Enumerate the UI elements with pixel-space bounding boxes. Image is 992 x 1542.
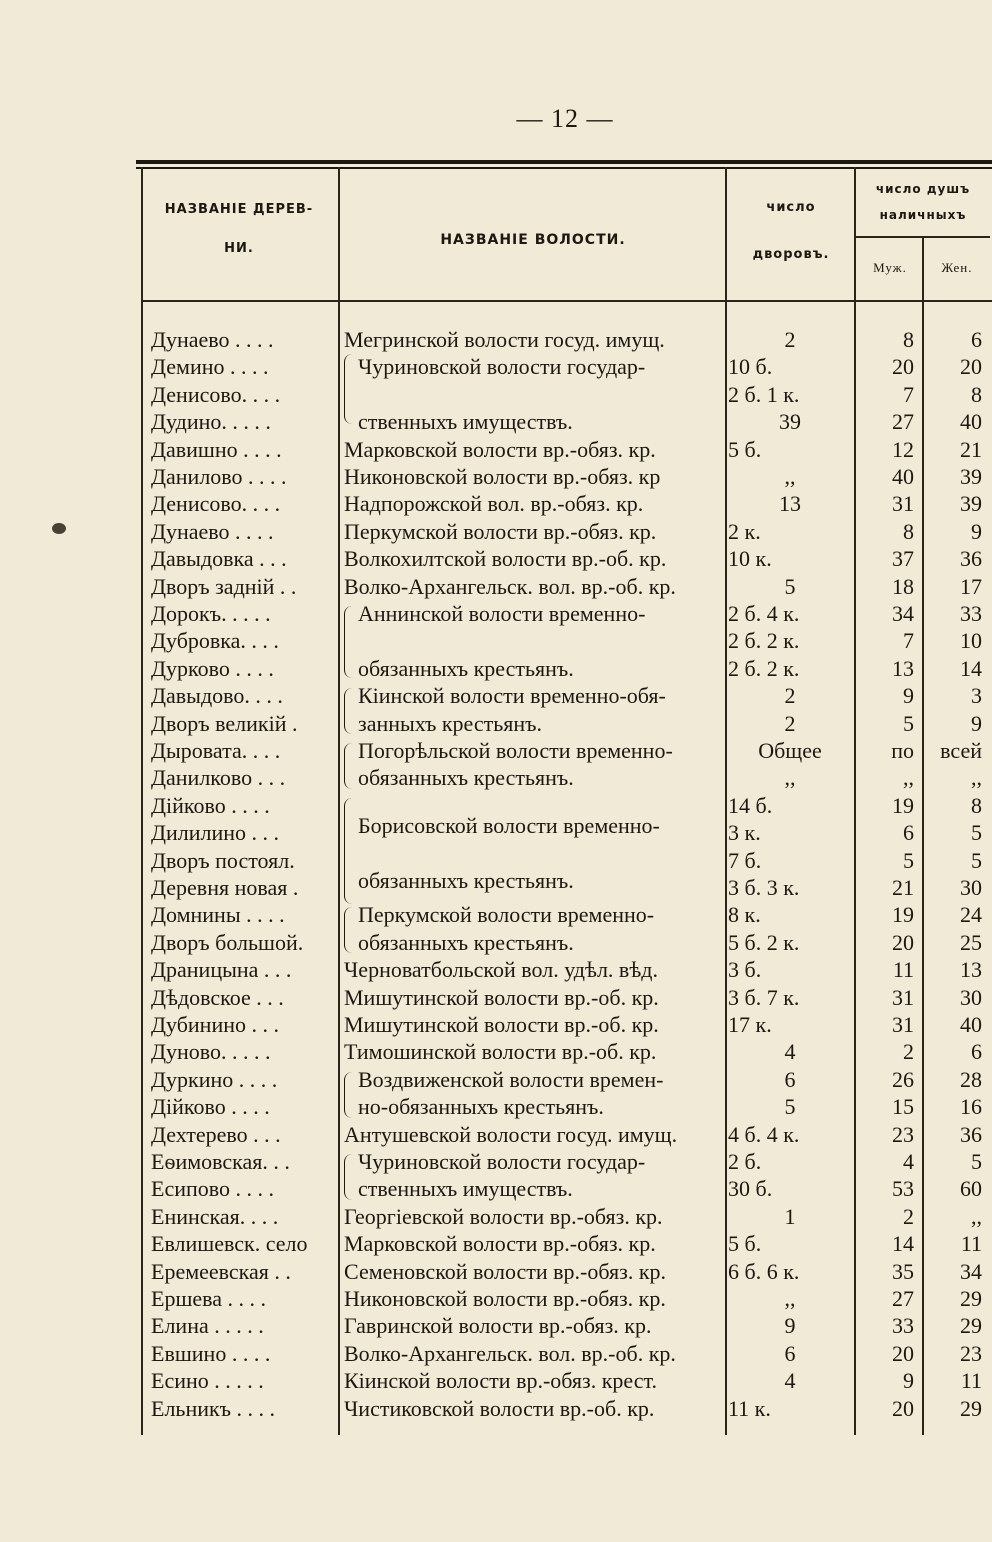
table-row [0,1230,992,1257]
male-count: 33 [892,1313,914,1339]
table-row [0,1066,992,1093]
village-name: Дворъ постоял. [151,847,295,873]
header-bottom-rule [141,300,992,302]
volost-name: Никоновской волости вр.-обяз. кр [344,464,661,489]
male-count: 20 [892,354,914,380]
volost-name: Антушевской волости госуд. имущ. [344,1121,678,1147]
table-row [0,710,992,737]
volost-name: Аннинской волости временно- [358,601,646,626]
male-count: 19 [892,902,914,928]
female-count: ,, [971,1203,982,1229]
table-row [0,353,992,380]
female-count: 14 [960,655,982,681]
male-count: 34 [892,601,914,626]
volost-name: Марковской волости вр.-обяз. кр. [344,1231,656,1257]
female-count: 10 [960,628,982,654]
male-count: 5 [903,847,914,873]
village-name: Есино . . . . . [151,1368,264,1394]
table-row [0,1395,992,1422]
yards-count: 30 б. [728,1176,773,1202]
male-count: 4 [903,1149,914,1174]
volost-name: Мишутинской волости вр.-об. кр. [344,1012,659,1037]
top-rule-thin [136,167,992,169]
volost-name: обязанныхъ крестьянъ. [358,765,574,791]
yards-count: 5 б. [728,436,762,462]
female-count: 9 [971,710,982,736]
female-count: 3 [971,683,982,709]
table-row [0,545,992,572]
table-row [0,1340,992,1367]
village-name: Дурково . . . . [151,655,274,681]
village-name: Денисово. . . . [151,491,281,517]
village-name: Дудино. . . . . [151,409,271,435]
volost-name: Мишутинской волости вр.-об. кр. [344,984,659,1010]
yards-count: ,, [784,464,796,489]
male-count: 19 [892,792,914,818]
village-name: Дворъ большой. [151,929,304,955]
male-count: 14 [892,1231,914,1257]
female-count: 5 [971,1149,982,1174]
yards-count: 1 [784,1203,796,1229]
volost-name: Волко-Архангельск. вол. вр.-об. кр. [344,573,676,599]
female-count: 13 [960,957,982,983]
yards-count: 7 б. [728,847,762,873]
table-row [0,682,992,709]
yards-count: ,, [784,765,796,791]
volost-name: Надпорожской вол. вр.-обяз. кр. [344,491,644,517]
yards-count: 8 к. [728,902,761,928]
table-row [0,326,992,353]
village-name: Ершева . . . . [151,1286,267,1311]
female-count: 30 [960,875,982,900]
volost-borisov-line1: Борисовской волости временно- [358,813,660,838]
village-name: Дубинино . . . [151,1012,280,1037]
yards-count: 4 [784,1039,796,1065]
female-count: 16 [960,1094,982,1120]
volost-name: Воздвиженской волости времен- [358,1066,664,1092]
yards-count: 17 к. [728,1012,772,1037]
female-count: 25 [960,929,982,955]
village-name: Данилово . . . . [151,464,287,489]
male-count: 35 [892,1258,914,1284]
female-count: 8 [971,381,982,407]
yards-count: 11 к. [728,1395,771,1421]
male-count: 11 [892,957,914,983]
male-count: 8 [903,327,914,352]
male-count: 27 [892,1286,914,1311]
village-name: Дилилино . . . [151,820,280,846]
female-count: 36 [960,546,982,572]
yards-count: 3 к. [728,820,761,846]
page-number: — 12 — [516,104,614,133]
female-count: 34 [960,1258,982,1284]
volost-name: обязанныхъ крестьянъ. [358,655,574,681]
yards-count: 9 [784,1313,796,1339]
volost-name: обязанныхъ крестьянъ. [358,929,574,955]
yards-count: 2 к. [728,518,761,544]
female-count: ,, [971,765,982,791]
female-count: 30 [960,984,982,1010]
female-count: всей [940,738,982,763]
male-count: 12 [892,436,914,462]
village-name: Енинская. . . . [151,1203,279,1229]
female-count: 6 [971,327,982,352]
volost-name: Волко-Архангельск. вол. вр.-об. кр. [344,1340,676,1366]
village-name: Еремеевская . . [151,1258,291,1284]
table-row [0,737,992,764]
male-count: 9 [903,683,914,709]
female-count: 39 [960,464,982,489]
yards-count: 6 б. 6 к. [728,1258,800,1284]
female-count: 9 [971,518,982,544]
female-count: 60 [960,1176,982,1202]
male-count: 40 [892,464,914,489]
volost-name: ственныхъ имуществъ. [358,409,573,435]
table-row [0,463,992,490]
male-count: 23 [892,1121,914,1147]
village-name: Дiйково . . . . [151,792,270,818]
male-count: 31 [892,491,914,517]
volost-name: ственныхъ имуществъ. [358,1176,573,1202]
male-count: 31 [892,984,914,1010]
table-row [0,1285,992,1312]
male-count: 20 [892,1395,914,1421]
female-count: 39 [960,491,982,517]
village-name: Дорокъ. . . . . [151,601,271,626]
yards-count: ,, [784,1286,796,1311]
yards-count: 2 б. 2 к. [728,655,800,681]
female-count: 5 [971,820,982,846]
male-count: по [891,738,914,763]
volost-name: Волкохилтской волости вр.-об. кр. [344,546,667,572]
village-name: Дворъ великiй . [151,710,298,736]
table-row [0,573,992,600]
yards-count: 39 [779,409,801,435]
table-row [0,436,992,463]
table-row [0,381,992,408]
village-name: Дунаево . . . . [151,518,274,544]
yards-count: 2 б. 2 к. [728,628,800,654]
male-count: 6 [903,820,914,846]
table-row [0,1203,992,1230]
yards-count: 2 [784,327,796,352]
male-count: 2 [903,1203,914,1229]
village-name: Дыровата. . . . [151,738,281,763]
yards-count: 13 [779,491,801,517]
female-count: 33 [960,601,982,626]
volost-borisov-line2: обязанныхъ крестьянъ. [358,868,574,893]
female-count: 29 [960,1286,982,1311]
volost-name: Никоновской волости вр.-обяз. кр. [344,1286,666,1311]
header-souls: число душъ наличныхъ [875,182,971,222]
male-count: 20 [892,929,914,955]
yards-count: 6 [784,1340,796,1366]
yards-count: 10 к. [728,546,772,572]
yards-count: 2 б. 1 к. [728,381,800,407]
village-name: Давыдово. . . . [151,683,283,709]
volost-name: Марковской волости вр.-обяз. кр. [344,436,656,462]
table-row [0,1011,992,1038]
table-row [0,929,992,956]
village-name: Дубровка. . . . [151,628,279,654]
village-name: Давыдовка . . . [151,546,287,572]
female-count: 40 [960,1012,982,1037]
volost-name: Перкумской волости временно- [358,902,655,928]
female-count: 40 [960,409,982,435]
village-name: Дуркино . . . . [151,1066,278,1092]
yards-count: 2 [784,710,796,736]
table-row [0,1312,992,1339]
male-count: 31 [892,1012,914,1037]
village-name: Евшино . . . . [151,1340,271,1366]
male-count: 20 [892,1340,914,1366]
volost-name: Погорѣльской волости временно- [358,738,673,763]
yards-count: 5 б. [728,1231,762,1257]
volost-name: Кiинской волости вр.-обяз. крест. [344,1368,657,1394]
female-count: 23 [960,1340,982,1366]
village-name: Дуново. . . . . [151,1039,271,1065]
table-row [0,518,992,545]
female-count: 8 [971,792,982,818]
village-name: Данилково . . . [151,765,286,791]
table-row [0,984,992,1011]
table-row [0,600,992,627]
female-count: 29 [960,1395,982,1421]
village-name: Домнины . . . . [151,902,285,928]
female-count: 11 [960,1368,982,1394]
header-male: Муж. [873,260,907,275]
table-row [0,627,992,654]
header-female: Жен. [941,260,973,275]
volost-name: занныхъ крестьянъ. [358,710,543,736]
table-row [0,1367,992,1394]
volost-name: Чуриновской волости государ- [358,1149,646,1174]
male-count: ,, [903,765,914,791]
volost-name: но-обязанныхъ крестьянъ. [358,1094,604,1120]
village-name: Евлишевск. село [151,1231,308,1257]
village-name: Дунаево . . . . [151,327,274,352]
village-name: Елина . . . . . [151,1313,264,1339]
volost-name: Черноватбольской вол. удѣл. вѣд. [344,957,658,983]
village-name: Дѣдовское . . . [151,984,284,1010]
volost-name: Кiинской волости временно-обя- [358,683,666,709]
volost-name: Перкумской волости вр.-обяз. кр. [344,518,657,544]
yards-count: Общее [758,738,822,763]
volost-name: Георгiевской волости вр.-обяз. кр. [344,1203,663,1229]
table-row [0,655,992,682]
yards-count: 2 б. [728,1149,762,1174]
village-name: Дворъ заднiй . . [151,573,297,599]
male-count: 7 [903,381,914,407]
souls-subheader-rule [856,236,990,238]
village-name: Денисово. . . . [151,381,281,407]
male-count: 13 [892,655,914,681]
male-count: 26 [892,1066,914,1092]
male-count: 9 [903,1368,914,1394]
male-count: 7 [903,628,914,654]
yards-count: 3 б. [728,957,762,983]
top-rule-thick [136,160,992,164]
village-name: Еѳимовская. . . [151,1149,290,1174]
volost-name: Чуриновской волости государ- [358,354,646,380]
village-name: Есипово . . . . [151,1176,274,1202]
female-count: 5 [971,847,982,873]
village-name: Драницына . . . [151,957,292,983]
table-row [0,1038,992,1065]
village-name: Демино . . . . [151,354,269,380]
male-count: 5 [903,710,914,736]
female-count: 11 [960,1231,982,1257]
female-count: 21 [960,436,982,462]
table-row [0,956,992,983]
yards-count: 2 [784,683,796,709]
female-count: 6 [971,1039,982,1065]
header-volost: НАЗВАНIЕ ВОЛОСТИ. [440,232,626,248]
yards-count: 6 [784,1066,796,1092]
village-name: Деревня новая . [151,875,299,900]
table-row [0,1148,992,1175]
male-count: 8 [903,518,914,544]
header-village: НАЗВАНIЕ ДЕРЕВ- НИ. [164,202,314,256]
village-name: Дехтерево . . . [151,1121,281,1147]
yards-count: 2 б. 4 к. [728,601,800,626]
table-row [0,1258,992,1285]
male-count: 21 [892,875,914,900]
female-count: 28 [960,1066,982,1092]
volost-name: Гавринской волости вр.-обяз. кр. [344,1313,652,1339]
female-count: 17 [960,573,982,599]
village-name: Давишно . . . . [151,436,282,462]
male-count: 2 [903,1039,914,1065]
yards-count: 5 [784,573,796,599]
female-count: 36 [960,1121,982,1147]
yards-count: 10 б. [728,354,773,380]
table-row [0,490,992,517]
volost-name: Мегринской волости госуд. имущ. [344,327,665,352]
volost-name: Чистиковской волости вр.-об. кр. [344,1395,655,1421]
yards-count: 4 [784,1368,796,1394]
volost-name: Семеновской волости вр.-обяз. кр. [344,1258,667,1284]
yards-count: 14 б. [728,792,773,818]
table-row [0,1175,992,1202]
female-count: 20 [960,354,982,380]
yards-count: 5 б. 2 к. [728,929,800,955]
table-row [0,1093,992,1120]
header-yards: число дворовъ. [752,200,830,262]
yards-count: 4 б. 4 к. [728,1121,800,1147]
yards-count: 5 [784,1094,796,1120]
table-row [0,408,992,435]
table-row [0,764,992,791]
village-name: Ельникъ . . . . [151,1395,276,1421]
female-count: 24 [960,902,982,928]
female-count: 29 [960,1313,982,1339]
yards-count: 3 б. 7 к. [728,984,800,1010]
male-count: 27 [892,409,914,435]
table-row [0,1121,992,1148]
table-row [0,901,992,928]
yards-count: 3 б. 3 к. [728,875,800,900]
volost-name: Тимошинской волости вр.-об. кр. [344,1039,657,1065]
male-count: 53 [892,1176,914,1202]
male-count: 37 [892,546,914,572]
male-count: 15 [892,1094,914,1120]
village-name: Дiйково . . . . [151,1094,270,1120]
male-count: 18 [892,573,914,599]
